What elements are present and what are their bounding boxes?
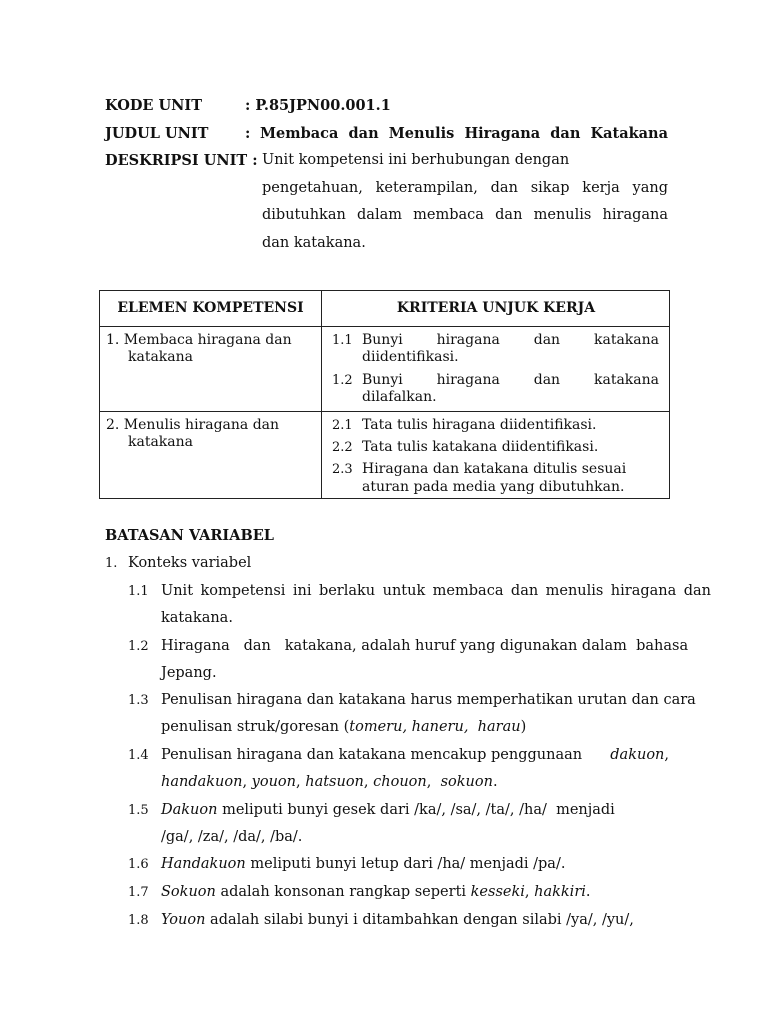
element-cell <box>106 332 292 366</box>
criteria-line: aturan pada media yang dibutuhkan. <box>362 479 625 495</box>
criteria-line: Tata tulis hiragana diidentifikasi. <box>362 417 597 433</box>
list-item-text: katakana. <box>161 610 233 626</box>
text-span: , <box>664 747 669 763</box>
list-item-text: Penulisan hiragana dan katakana harus memperhatikan urutan dan cara <box>161 692 696 708</box>
text-span: adalah silabi bunyi i ditambahkan dengan silabi /ya/, /yu/, <box>205 912 634 928</box>
list-number: 1. <box>105 556 118 571</box>
criteria-word: Bunyi <box>362 332 403 348</box>
criteria-word: hiragana <box>436 372 500 388</box>
criteria-line: Hiragana dan katakana ditulis sesuai <box>362 461 627 477</box>
table-divider <box>321 291 322 498</box>
table-divider <box>100 326 669 327</box>
table-divider <box>100 411 669 412</box>
text-span: , <box>363 774 374 790</box>
text-span: penulisan struk/goresan ( <box>161 719 350 735</box>
criteria-word: katakana <box>593 332 659 348</box>
italic-text: chouon <box>373 774 427 790</box>
list-item-text: Hiragana dan katakana, adalah huruf yang digunakan dalam bahasa <box>161 638 689 654</box>
text-span: meliputi bunyi letup dari /ha/ menjadi /pa/. <box>245 856 566 872</box>
deskripsi-line: dan katakana. <box>262 235 366 251</box>
judul-word: Hiragana <box>464 125 541 142</box>
list-number: 1.6 <box>128 857 149 872</box>
deskripsi-unit-label: DESKRIPSI UNIT : <box>105 152 258 169</box>
criteria-line: dilafalkan. <box>362 389 437 405</box>
italic-text: hakkiri <box>534 884 586 900</box>
list-item-text <box>161 774 498 790</box>
text-span: ) <box>520 719 527 735</box>
italic-text: handakuon <box>161 774 243 790</box>
judul-word: dan <box>348 125 379 142</box>
element-line: katakana <box>128 349 193 365</box>
criteria-line: Tata tulis katakana diidentifikasi. <box>362 439 599 455</box>
list-item-text <box>161 719 526 735</box>
list-item-text <box>161 856 565 872</box>
section-title: BATASAN VARIABEL <box>105 527 274 544</box>
element-line: 1. Membaca hiragana dan <box>106 332 292 348</box>
criteria-number: 1.1 <box>332 333 353 348</box>
deskripsi-line: dibutuhkan dalam membaca dan menulis hiragana <box>262 207 668 223</box>
criteria-word: Bunyi <box>362 372 403 388</box>
list-number: 1.1 <box>128 584 149 599</box>
italic-text: Sokuon <box>161 884 216 900</box>
judul-word: dan <box>550 125 581 142</box>
text-span <box>610 747 669 763</box>
judul-unit-label: JUDUL UNIT <box>105 125 209 142</box>
italic-text: hatsuon <box>305 774 364 790</box>
element-line: 2. Menulis hiragana dan <box>106 417 280 433</box>
list-item-label: Konteks variabel <box>128 555 252 571</box>
list-item-text <box>161 747 669 763</box>
italic-text: Dakuon <box>161 802 218 818</box>
criteria-word: dan <box>533 332 561 348</box>
list-number: 1.2 <box>128 639 149 654</box>
list-number: 1.7 <box>128 885 149 900</box>
list-item-text <box>161 802 615 818</box>
italic-text: sokuon <box>440 774 493 790</box>
judul-unit-colon: : <box>245 125 251 142</box>
list-number: 1.5 <box>128 803 149 818</box>
kode-unit-value: : P.85JPN00.001.1 <box>245 97 391 114</box>
criteria-line <box>362 332 659 349</box>
text-span: . <box>585 884 591 900</box>
judul-word: Membaca <box>260 125 339 142</box>
element-cell <box>106 417 279 451</box>
criteria-word: hiragana <box>436 332 500 348</box>
list-number: 1.4 <box>128 748 149 763</box>
criteria-word: dan <box>533 372 561 388</box>
text-span: adalah konsonan rangkap seperti <box>215 884 471 900</box>
text-span: . <box>492 774 498 790</box>
list-item-text: Jepang. <box>161 665 217 681</box>
text-span: , <box>524 884 535 900</box>
criteria-number: 2.2 <box>332 440 353 455</box>
italic-text: tomeru, haneru, harau <box>349 719 521 735</box>
element-line: katakana <box>128 434 193 450</box>
list-item-text <box>161 912 634 928</box>
text-span: Penulisan hiragana dan katakana mencakup penggunaan <box>161 747 587 763</box>
deskripsi-line: pengetahuan, keterampilan, dan sikap kerja yang <box>262 180 668 196</box>
criteria-line <box>362 372 659 389</box>
judul-unit-value <box>260 125 668 142</box>
criteria-number: 2.1 <box>332 418 353 433</box>
judul-word: Katakana <box>590 125 668 142</box>
text-span: , <box>296 774 306 790</box>
table-header-elemen: ELEMEN KOMPETENSI <box>117 300 304 316</box>
italic-text: kesseki <box>470 884 525 900</box>
list-item-text: /ga/, /za/, /da/, /ba/. <box>161 829 303 845</box>
criteria-number: 2.3 <box>332 462 353 477</box>
italic-text: Youon <box>161 912 206 928</box>
judul-word: Menulis <box>388 125 455 142</box>
text-span: meliputi bunyi gesek dari /ka/, /sa/, /ta/, /ha/ menjadi <box>217 802 615 818</box>
competency-table <box>99 290 670 499</box>
italic-text: dakuon <box>610 747 665 763</box>
criteria-word: katakana <box>593 372 659 388</box>
list-number: 1.3 <box>128 693 149 708</box>
criteria-number: 1.2 <box>332 373 353 388</box>
deskripsi-line: Unit kompetensi ini berhubungan dengan <box>262 152 570 168</box>
text-span: , <box>242 774 252 790</box>
table-header-kriteria: KRITERIA UNJUK KERJA <box>396 300 596 316</box>
kode-unit-label: KODE UNIT <box>105 97 202 114</box>
criteria-line: diidentifikasi. <box>362 349 459 365</box>
list-item-text <box>161 884 591 900</box>
text-span: , <box>426 774 441 790</box>
italic-text: youon <box>251 774 297 790</box>
italic-text: Handakuon <box>161 856 246 872</box>
list-number: 1.8 <box>128 913 149 928</box>
list-item-text: Unit kompetensi ini berlaku untuk membaca dan menulis hiragana dan <box>161 583 711 599</box>
